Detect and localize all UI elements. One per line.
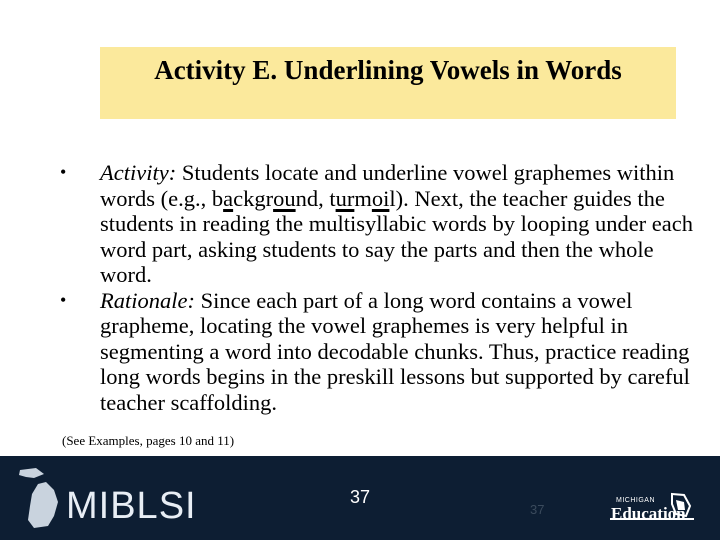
bullet-text: Students locate and underline vowel graphemes within words (e.g., b <box>100 160 675 211</box>
bullet-rationale <box>58 288 698 416</box>
page-number-faint: 37 <box>530 502 545 517</box>
bullet-text: m <box>354 185 372 211</box>
bullet-text: l). Next, the teacher guides the students in reading the multisyllabic words by looping under each word part, asking students to say the parts and then the whole word. <box>100 185 694 287</box>
bullet-lead: Activity: <box>100 160 177 185</box>
slide-title: Activity E. Underlining Vowels in Words <box>154 55 622 85</box>
bullet-activity <box>58 160 698 288</box>
miblsi-logo: MIBLSI <box>66 485 197 527</box>
bullet-text: Since each part of a long word contains a vowel grapheme, locating the vowel graphemes is very helpful in segmenting a word into decodable chunks. Thus, practice reading long words begins in the preskill lessons but supported by careful teacher scaffolding. <box>100 287 690 415</box>
mde-logo-text: Education <box>611 504 686 523</box>
bullet-dot: • <box>60 162 67 182</box>
page-number: 37 <box>349 487 371 507</box>
bullet-list <box>58 160 698 415</box>
underlined-vowel: a <box>223 185 234 211</box>
bullet-dot: • <box>60 289 67 310</box>
title-box <box>100 47 676 119</box>
underlined-vowel: ou <box>273 185 296 211</box>
underlined-vowel: ur <box>335 185 355 211</box>
bullet-text: ckgr <box>233 185 274 211</box>
examples-note: (See Examples, pages 10 and 11) <box>62 433 235 448</box>
bullet-lead: Rationale: <box>100 287 195 313</box>
michigan-map-icon <box>14 468 64 530</box>
mde-logo-small-text: MICHIGAN <box>616 497 655 504</box>
bullet-text: nd, t <box>295 185 336 211</box>
underlined-vowel: oi <box>371 185 390 211</box>
